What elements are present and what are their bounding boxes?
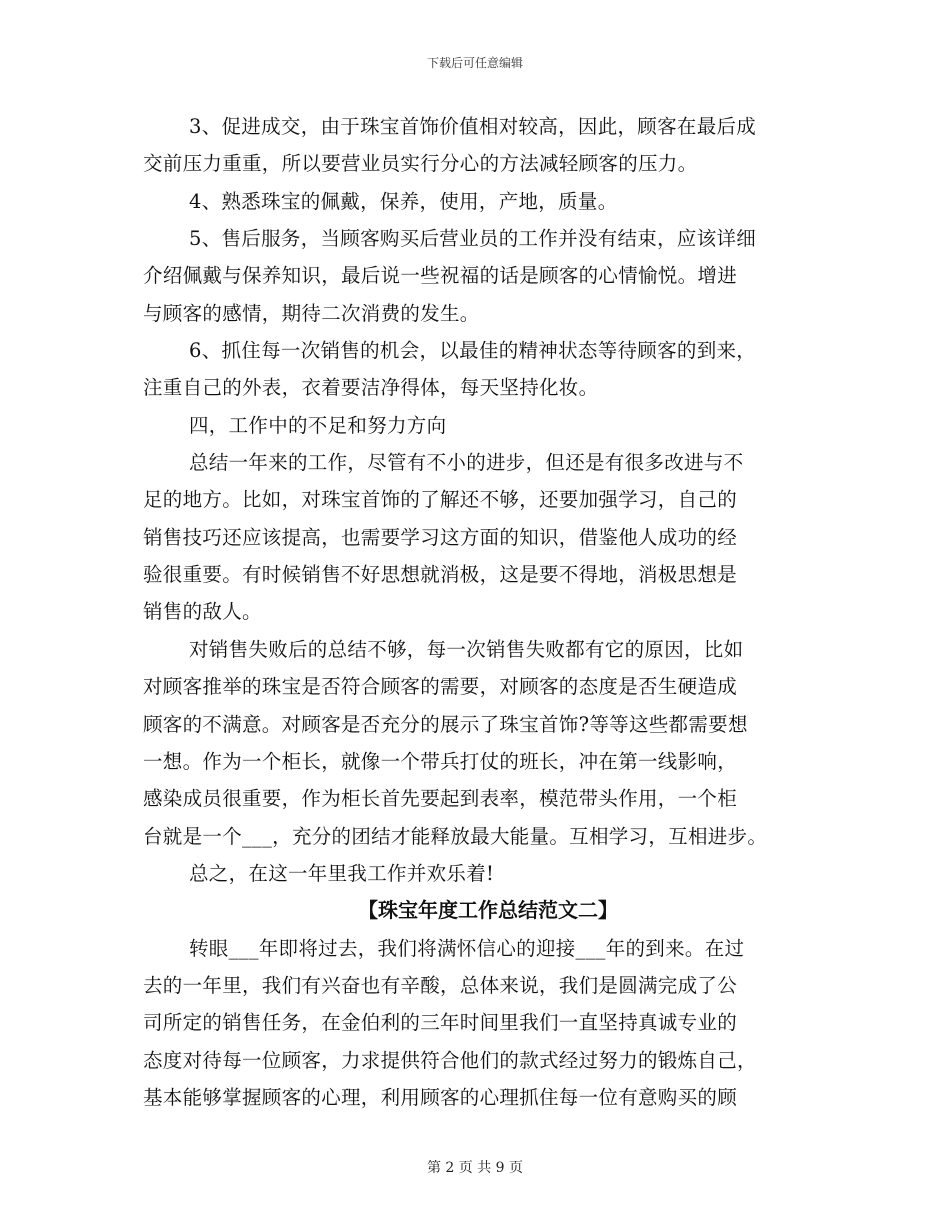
paragraph-line: 基本能够掌握顾客的心理，利用顾客的心理抓住每一位有意购买的顾 [143,1085,738,1109]
paragraph-line: 6、抓住每一次销售的机会，以最佳的精神状态等待顾客的到来， [189,339,757,363]
paragraph-line: 转眼___年即将过去，我们将满怀信心的迎接___年的到来。在过 [189,936,745,960]
paragraph-line: 介绍佩戴与保养知识，最后说一些祝福的话是顾客的心情愉悦。增进 [143,264,738,288]
section-heading: 四，工作中的不足和努力方向 [189,413,447,437]
paragraph-line: 4、熟悉珠宝的佩戴，保养，使用，产地，质量。 [189,189,618,213]
paragraph-line: 一想。作为一个柜长，就像一个带兵打仗的班长，冲在第一线影响， [143,749,738,773]
page-header: 下载后可任意编辑 [426,56,523,70]
paragraph-line: 验很重要。有时候销售不好思想就消极，这是要不得地，消极思想是 [143,563,738,587]
paragraph-line: 销售技巧还应该提高，也需要学习这方面的知识，借鉴他人成功的经 [143,525,738,549]
paragraph-line: 总结一年来的工作，尽管有不小的进步，但还是有很多改进与不 [189,451,744,475]
paragraph-line: 顾客的不满意。对顾客是否充分的展示了珠宝首饰?等等这些都需要想 [143,712,748,736]
paragraph-line: 足的地方。比如，对珠宝首饰的了解还不够，还要加强学习，自己的 [143,488,738,512]
paragraph-line: 销售的敌人。 [143,600,262,624]
paragraph-line: 总之，在这一年里我工作并欢乐着! [189,861,495,885]
paragraph-line: 感染成员很重要，作为柜长首先要起到表率，模范带头作用，一个柜 [143,787,738,811]
paragraph-line: 对顾客推举的珠宝是否符合顾客的需要，对顾客的态度是否生硬造成 [143,675,738,699]
article-title: 【珠宝年度工作总结范文二】 [358,898,618,923]
document-body [143,108,823,1116]
paragraph-line: 台就是一个___，充分的团结才能释放最大能量。互相学习，互相进步。 [143,824,768,848]
paragraph-line: 态度对待每一位顾客，力求提供符合他们的款式经过努力的锻炼自己， [143,1048,757,1072]
paragraph-line: 司所定的销售任务，在金伯利的三年时间里我们一直坚持真诚专业的 [143,1011,738,1035]
paragraph-line: 注重自己的外表，衣着要洁净得体，每天坚持化妆。 [143,376,599,400]
paragraph-line: 5、售后服务，当顾客购买后营业员的工作并没有结束，应该详细 [189,227,757,251]
paragraph-line: 3、促进成交，由于珠宝首饰价值相对较高，因此，顾客在最后成 [189,115,757,138]
paragraph-line: 交前压力重重，所以要营业员实行分心的方法减轻顾客的压力。 [143,152,698,176]
paragraph-line: 去的一年里，我们有兴奋也有辛酸，总体来说，我们是圆满完成了公 [143,973,738,997]
paragraph-line: 对销售失败后的总结不够，每一次销售失败都有它的原因，比如 [189,637,744,661]
paragraph-line: 与顾客的感情，期待二次消费的发生。 [143,301,480,325]
page-footer: 第 2 页 共 9 页 [426,1160,524,1176]
